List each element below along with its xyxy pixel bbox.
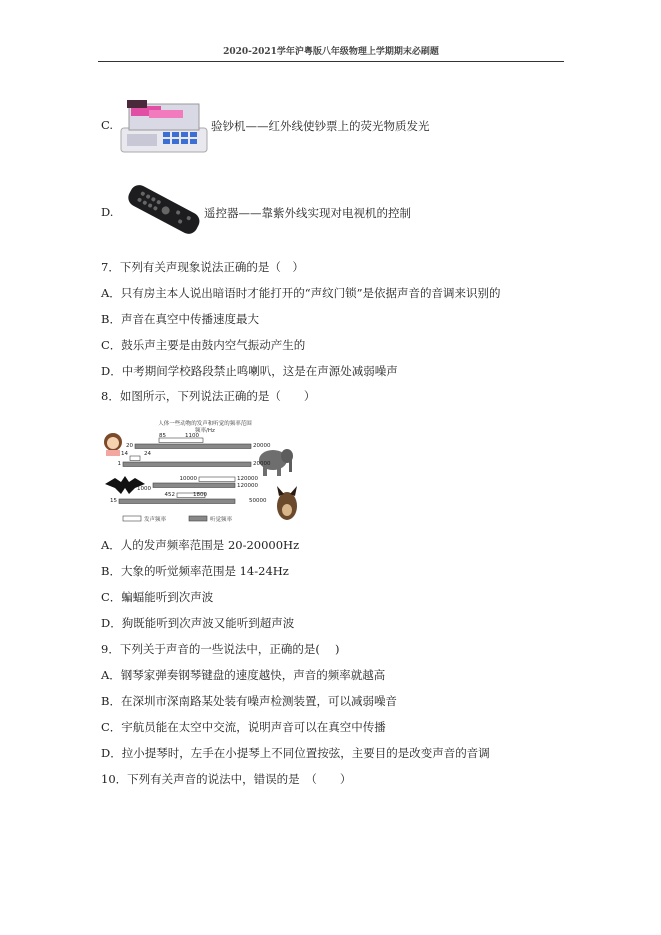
option-d-text: 遥控器——靠紫外线实现对电视机的控制: [204, 206, 411, 220]
legend-voice-label: 发声频率: [144, 517, 167, 523]
legend-voice-swatch: [123, 516, 141, 521]
g4-hearing-hi-label: 50000: [249, 498, 267, 504]
q9-option-c: C．宇航员能在太空中交流，说明声音可以在真空中传播: [101, 720, 386, 734]
q9-stem: 9．下列关于声音的一些说法中，正确的是( ): [101, 642, 340, 656]
legend-hearing-label: 听觉频率: [210, 517, 233, 523]
page-header: 2020-2021学年沪粤版八年级物理上学期期末必刷题: [223, 47, 439, 57]
q8-option-c: C．蝙蝠能听到次声波: [101, 590, 214, 604]
q10-stem: 10．下列有关声音的说法中，错误的是 （ ）: [101, 772, 352, 786]
chart-subtitle: 频率/Hz: [195, 428, 215, 434]
q9-option-d: D．拉小提琴时，左手在小提琴上不同位置按弦，主要目的是改变声音的音调: [101, 746, 490, 760]
g3-hearing-bar: [153, 483, 235, 488]
q8-stem: 8．如图所示，下列说法正确的是（ ）: [101, 389, 316, 403]
option-c-text: 验钞机——红外线使钞票上的荧光物质发光: [211, 119, 430, 133]
g1-voice-hi-label: 1100: [185, 433, 199, 439]
g3-hearing-lo-label: 1000: [137, 486, 151, 492]
option-d-letter: D.: [101, 205, 114, 219]
option-c-letter: C.: [101, 118, 114, 132]
g4-hearing-bar: [119, 499, 235, 504]
g1-voice-lo-label: 85: [159, 433, 166, 439]
g3-voice-bar: [199, 477, 235, 482]
g2-voice-hi-label: 24: [144, 451, 151, 457]
g3-voice-hi-label: 120000: [237, 476, 258, 482]
g1-hearing-hi-label: 20000: [253, 443, 271, 449]
chart-title: 人体一些动物的发声和听觉的频率范围: [158, 421, 252, 427]
g2-hearing-hi-label: 20000: [253, 461, 271, 467]
girl-icon: [104, 433, 122, 456]
q9-option-b: B．在深圳市深南路某处装有噪声检测装置，可以减弱噪音: [101, 694, 397, 708]
g2-hearing-bar: [123, 462, 251, 467]
g4-voice-lo-label: 452: [164, 492, 175, 498]
legend-hearing-swatch: [189, 516, 207, 521]
remote-control-icon: [120, 176, 206, 242]
q7-stem: 7．下列有关声现象说法正确的是（ ）: [101, 260, 304, 274]
g2-voice-bar: [130, 456, 140, 461]
frequency-range-chart: [101, 416, 309, 528]
g3-hearing-hi-label: 120000: [237, 483, 258, 489]
g4-voice-hi-label: 1800: [193, 492, 207, 498]
g3-voice-lo-label: 10000: [179, 476, 197, 482]
q9-option-a: A．钢琴家弹奏钢琴键盘的速度越快，声音的频率就越高: [101, 668, 386, 682]
g1-hearing-bar: [135, 444, 251, 449]
q7-option-c: C．鼓乐声主要是由鼓内空气振动产生的: [101, 338, 306, 352]
q8-option-d: D．狗既能听到次声波又能听到超声波: [101, 616, 295, 630]
q8-option-a: A．人的发声频率范围是 20-20000Hz: [101, 538, 300, 552]
header-rule: [98, 61, 564, 62]
g1-hearing-lo-label: 20: [126, 443, 133, 449]
q8-option-b: B．大象的听觉频率范围是 14-24Hz: [101, 564, 289, 578]
dog-icon: [277, 486, 297, 520]
q7-option-d: D．中考期间学校路段禁止鸣喇叭，这是在声源处减弱噪声: [101, 364, 398, 378]
g2-hearing-lo-label: 1: [117, 461, 121, 467]
q7-option-b: B．声音在真空中传播速度最大: [101, 312, 259, 326]
banknote-detector-icon: [119, 98, 209, 156]
q7-option-a: A．只有房主本人说出暗语时才能打开的“声纹门锁”是依据声音的音调来识别的: [101, 286, 501, 300]
g2-voice-lo-label: 14: [121, 451, 128, 457]
g4-hearing-lo-label: 15: [110, 498, 117, 504]
